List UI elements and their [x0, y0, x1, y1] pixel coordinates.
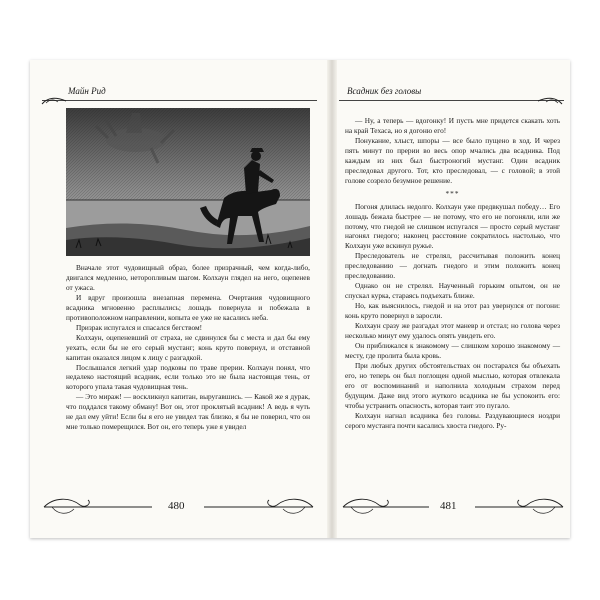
- paragraph: Вначале этот чудовищный образ, более призрачный, чем когда-либо, двигался медленно, неторопливым шагом. Колхаун глядел на него, оцепенев от ужаса.: [66, 263, 310, 292]
- flourish-ornament-icon: [536, 95, 564, 107]
- engraving-illustration: [66, 108, 310, 256]
- paragraph: И вдруг произошла внезапная перемена. Очертания чудовищного всадника мгновенно расплылись; лошадь повернула и побежала в противоположном направлении, копыта ее уже не касались неба.: [66, 292, 310, 322]
- paragraph: Колхаун сразу же разгадал этот маневр и отстал; но голова через несколько минут ему удалось опять увидеть его.: [345, 321, 560, 341]
- paragraph: — Ну, а теперь — вдогонку! И пусть мне придется скакать хоть на край Техаса, но я догоню его!: [345, 116, 560, 135]
- paragraph: Понукание, хлыст, шпоры — все было пущено в ход. И через пять минут по прерии во весь опор мчались два всадника. Под каждым из них был быстроногий мустанг. Один всадник преследовал другого. Тот, кто преследовал, — с головой; в этой голове созрело безумное решение.: [345, 135, 560, 185]
- footer-flourish-icon: [339, 495, 434, 519]
- page-footer: [40, 495, 317, 519]
- footer-flourish-icon: [40, 495, 160, 519]
- paragraph: Призрак испугался и спасался бегством!: [76, 322, 203, 332]
- page-number: 481: [440, 500, 457, 512]
- footer-flourish-icon: [198, 495, 317, 519]
- paragraph: При любых других обстоятельствах он постарался бы объехать его, но теперь он был поглощен одной мыслью, которая отвлекала его от воспоминаний и наполнила холодным страхом перед будущим. Даже вид этого жуткого всадника не бы успокоить его: чтобы устранить опасность, которая таит это пугало.: [345, 360, 560, 410]
- running-header: Майн Рид: [68, 86, 106, 96]
- paragraph: Однако он не стрелял. Наученный горьким опытом, он не спускал курка, стараясь подъехать ближе.: [345, 281, 560, 301]
- left-page: [30, 60, 327, 538]
- running-header: Всадник без головы: [347, 86, 422, 96]
- book-spread: [30, 60, 570, 538]
- footer-flourish-icon: [469, 495, 567, 519]
- paragraph: Но, как выяснилось, гнедой и на этот раз увернулся от погони: конь круто повернул в заросли.: [345, 301, 560, 321]
- body-text: [66, 263, 310, 432]
- flourish-ornament-icon: [40, 95, 68, 107]
- body-text: [345, 116, 560, 431]
- paragraph: Он приближался к знакомому — слишком хорошо знакомому — месту, где пролита была кровь.: [345, 340, 560, 360]
- paragraph: Колхаун, оцепеневший от страха, не сдвинулся бы с места и дал бы ему уехать, если бы не его серый мустанг; конь круто повернул, и отставной капитан оказался лицом к лицу с разгадкой.: [66, 332, 310, 362]
- header-rule: [42, 100, 317, 101]
- book-gutter: [327, 60, 337, 538]
- section-break: ***: [445, 188, 460, 198]
- paragraph: — Это мираж! — воскликнул капитан, выругавшись. — Какой же я дурак, что поддался такому обману! Вот он, этот проклятый всадник! А ведь я чуть не дал ему уйти! Если бы я его не увидел так близко, я бы не поверил, что он мне только померещился. Вот он, его теперь уже я увидел: [66, 392, 310, 432]
- header-rule: [339, 100, 564, 101]
- paragraph: Послышался легкий удар подковы по траве прерии. Колхаун понял, что недалеко настоящий всадник, если только это не была настоящая тень, от которого упала такая чудовищная тень.: [66, 362, 310, 392]
- page-footer: [339, 495, 567, 519]
- paragraph: Погоня длилась недолго. Колхаун уже предвкушал победу… Его лошадь бежала быстрее — не потому, что его не погоняли, или же потому, что гнедой не слишком испугался — просто серый мустанг нагонял гнедого; наконец расстояние сократилось настолько, что Колхаун уже вскинул ружье.: [345, 201, 560, 251]
- paragraph: Преследователь не стрелял, рассчитывая положить конец преследованию — догнать гнедого и этим положить конец преследованию.: [345, 251, 560, 281]
- right-page: [337, 60, 570, 538]
- paragraph: Колхаун нагнал всадника без головы. Раздувающиеся ноздри серого мустанга почти касались хвоста гнедого. Ру-: [345, 410, 560, 430]
- page-number: 480: [168, 500, 185, 512]
